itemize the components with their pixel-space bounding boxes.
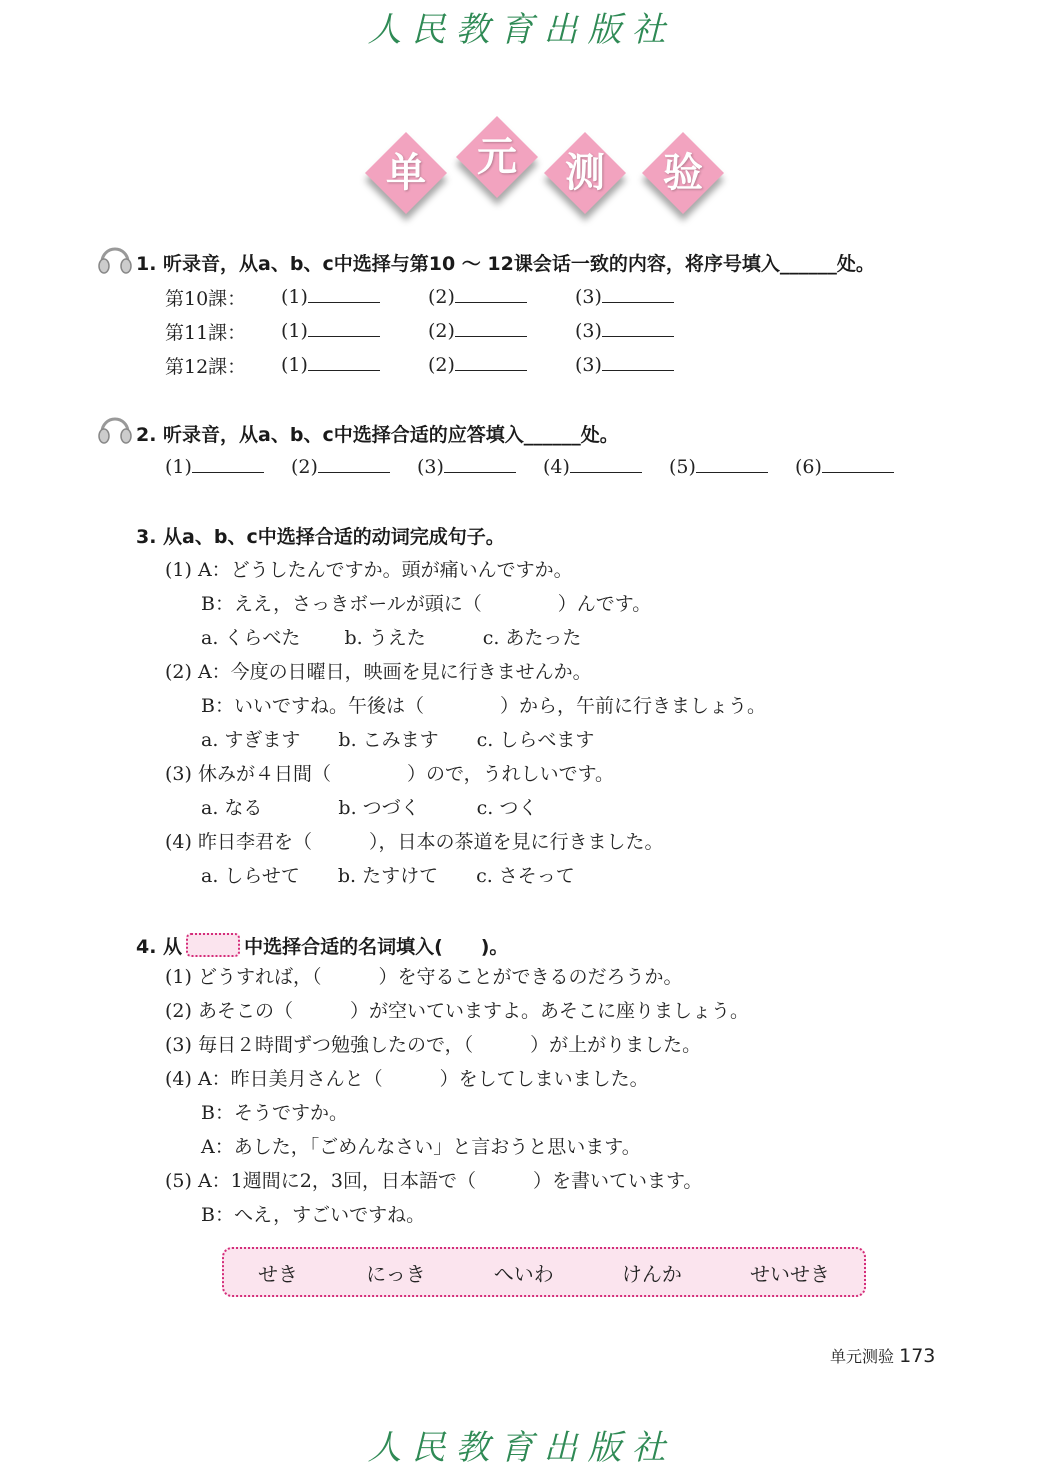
answer-slot: (5) [669,454,768,478]
answer-blank[interactable] [455,352,527,371]
answer-blank[interactable] [602,352,674,371]
row-label: 第11課： [165,322,247,344]
word-bank-item: にっき [366,1261,426,1286]
q4-line: (3) 毎日２時間ずつ勉強したので，（ ）が上がりました。 [165,1034,702,1056]
q4-line: (1) どうすれば，（ ）を守ることができるのだろうか。 [165,966,683,988]
word-bank-item: けんか [621,1261,682,1286]
answer-slot: (3) [575,352,674,376]
answer-blank[interactable] [318,454,390,473]
q3-options: a. すぎます b. こみます c. しらべます [201,729,595,751]
row-label: 第12課： [165,356,247,378]
answer-slot: (6) [795,454,894,478]
answer-blank[interactable] [696,454,768,473]
answer-blank[interactable] [455,284,527,303]
answer-slot: (1) [281,318,380,342]
word-bank-item: せいせき [749,1261,830,1286]
answer-slot: (2) [428,318,527,342]
word-bank-item: へいわ [493,1261,554,1286]
q1-row-1 [165,284,602,311]
word-box-marker [186,933,240,957]
q2-heading: 2. 听录音，从a、b、c中选择合适的应答填入______处。 [136,424,619,446]
q1-row-2 [165,318,602,345]
answer-slot: (3) [575,318,674,342]
answer-blank[interactable] [570,454,642,473]
q3-heading: 3. 从a、b、c中选择合适的动词完成句子。 [136,526,505,548]
answer-blank[interactable] [455,318,527,337]
title-diamond-2 [452,112,542,202]
q1-row-3 [165,352,602,379]
title-char: 测 [565,150,605,196]
headphones-icon [96,410,134,448]
title-char: 验 [663,150,703,196]
title-char: 元 [477,134,517,180]
answer-blank[interactable] [444,454,516,473]
answer-slot: (1) [281,284,380,308]
q4-line: (5) A：1週間に2，3回，日本語で（ ）を書いています。 [165,1170,703,1192]
row-label: 第10課： [165,288,247,310]
publisher-logo-top: 人民教育出版社 [367,10,676,50]
answer-blank[interactable] [308,352,380,371]
answer-blank[interactable] [308,284,380,303]
q3-line: (2) A：今度の日曜日，映画を見に行きませんか。 [165,661,592,683]
q3-line: (3) 休みが４日間（ ）ので，うれしいです。 [165,763,615,785]
answer-slot: (3) [417,454,516,478]
title-char: 单 [386,150,426,196]
q4-heading-pre: 4. 从 [136,936,183,958]
q4-line: B：そうですか。 [201,1102,348,1124]
headphones-icon [96,240,134,278]
word-bank [222,1247,866,1297]
title-diamond-3 [540,128,630,218]
q4-line: A：あした，「ごめんなさい」と言おうと思います。 [201,1136,641,1158]
answer-slot: (2) [291,454,390,478]
answer-slot: (1) [165,454,264,478]
q4-line: (2) あそこの（ ）が空いていますよ。あそこに座りましょう。 [165,1000,749,1022]
q3-line: (4) 昨日李君を（ ），日本の茶道を見に行きました。 [165,831,664,853]
answer-slot: (4) [543,454,642,478]
page-footer [830,1344,935,1367]
title-diamond-1 [361,128,451,218]
answer-slot: (2) [428,352,527,376]
q1-heading: 1. 听录音，从a、b、c中选择与第10 ～ 12课会话一致的内容，将序号填入______处。 [136,253,875,275]
answer-blank[interactable] [822,454,894,473]
q3-line: B：ええ，さっきボールが頭に（ ）んです。 [201,593,652,615]
q3-options: a. しらせて b. たすけて c. さそって [201,865,575,887]
answer-blank[interactable] [602,318,674,337]
answer-slot: (1) [281,352,380,376]
answer-slot: (3) [575,284,674,308]
word-bank-item: せき [258,1261,299,1286]
q4-heading [136,932,508,959]
answer-blank[interactable] [308,318,380,337]
q4-line: (4) A：昨日美月さんと（ ）をしてしまいました。 [165,1068,649,1090]
publisher-logo-bottom: 人民教育出版社 [367,1428,676,1468]
answer-blank[interactable] [602,284,674,303]
page-number: 173 [899,1345,936,1367]
q4-line: B：へえ，すごいですね。 [201,1204,426,1226]
footer-label: 单元测验 [830,1347,895,1366]
q3-line: B：いいですね。午後は（ ）から，午前に行きましょう。 [201,695,766,717]
answer-slot: (2) [428,284,527,308]
title-diamond-4 [638,128,728,218]
q3-options: a. くらべた b. うえた c. あたった [201,627,582,649]
answer-blank[interactable] [192,454,264,473]
q3-options: a. なる b. つづく c. つく [201,797,538,819]
q3-line: (1) A：どうしたんですか。頭が痛いんですか。 [165,559,573,581]
q4-heading-post: 中选择合适的名词填入( )。 [244,936,509,958]
